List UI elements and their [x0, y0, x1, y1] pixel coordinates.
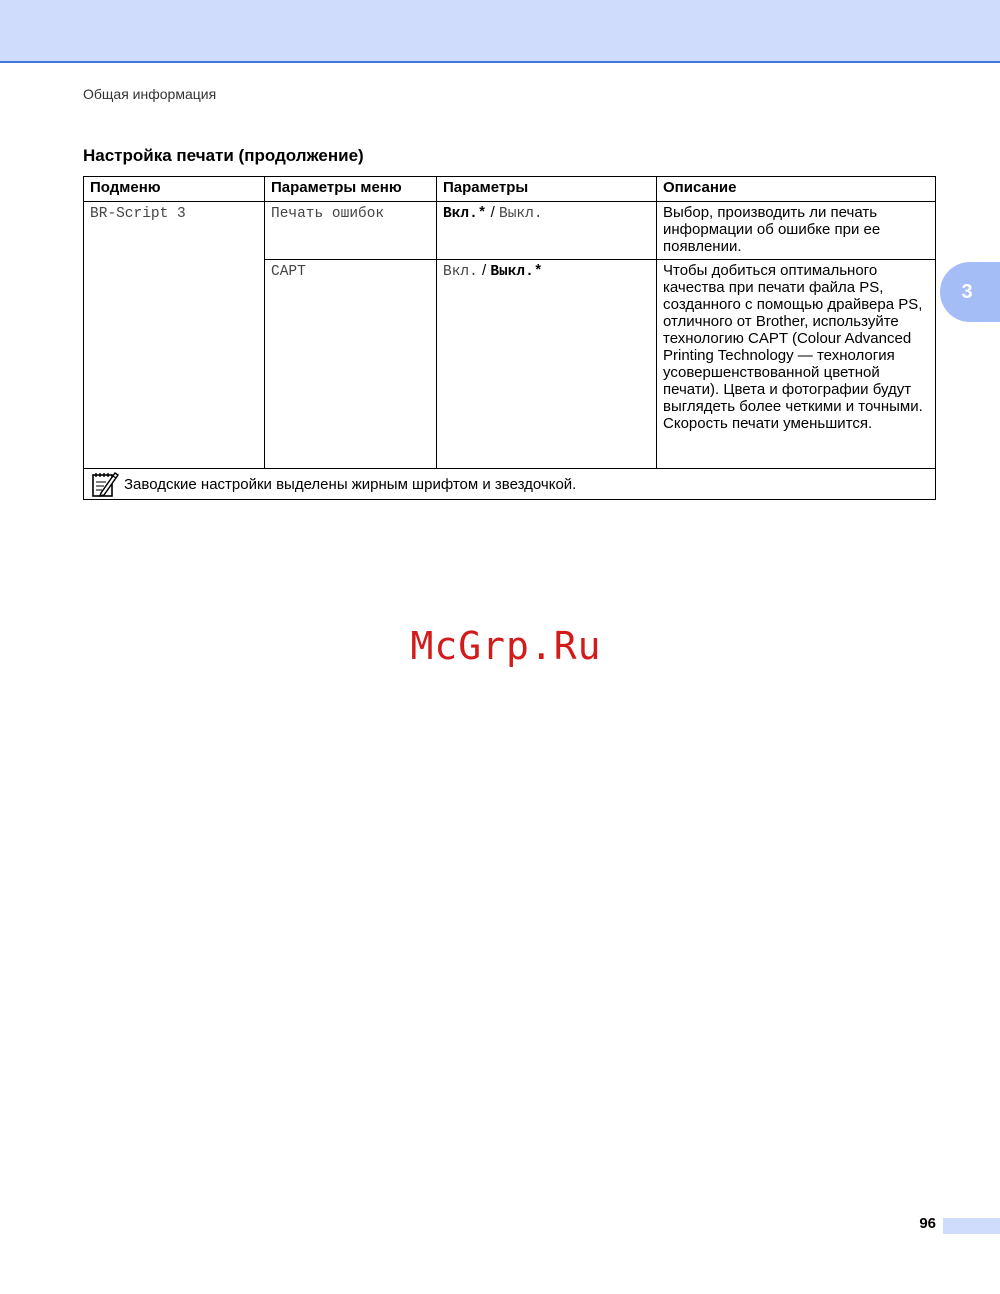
page-tab — [943, 1218, 1000, 1234]
note-cell — [84, 469, 936, 500]
watermark: McGrp.Ru — [410, 624, 602, 668]
param-cell — [437, 260, 657, 469]
param-cell — [437, 202, 657, 260]
table-row — [84, 202, 936, 260]
param-value: Вкл. — [443, 264, 478, 280]
column-header-params: Параметры — [437, 177, 657, 202]
note-text: Заводские настройки выделены жирным шрифтом и звездочкой. — [124, 475, 577, 493]
column-header-submenu: Подменю — [84, 177, 265, 202]
section-title: Настройка печати (продолжение) — [83, 146, 364, 165]
note-pencil-icon — [90, 469, 120, 499]
table-header-row — [84, 177, 936, 202]
param-separator: / — [486, 204, 500, 221]
param-separator: / — [477, 262, 491, 279]
chapter-tab — [940, 262, 1000, 322]
menu-param-name: Печать ошибок — [271, 206, 385, 222]
submenu-name: BR-Script 3 — [90, 206, 186, 222]
header-band — [0, 0, 1000, 63]
settings-table — [83, 176, 936, 500]
description-cell: Чтобы добиться оптимального качества при печати файла PS, созданного с помощью драйвера PS, отличного от Brother, используйте технологию CAPT (Colour Advanced Printing Technology — технология усовершенствованной цветной печати). Цвета и фотографии будут выглядеть более четкими и точными. Скорость печати уменьшится. — [657, 260, 936, 469]
submenu-cell — [84, 202, 265, 469]
column-header-menu-params: Параметры меню — [265, 177, 437, 202]
column-header-description: Описание — [657, 177, 936, 202]
running-header: Общая информация — [83, 86, 217, 102]
param-default-value: Вкл.* — [443, 206, 487, 222]
menu-param-cell — [265, 202, 437, 260]
param-value: Выкл. — [499, 206, 543, 222]
note-row — [84, 469, 936, 500]
param-default-value: Выкл.* — [490, 264, 543, 280]
menu-param-name: CAPT — [271, 264, 306, 280]
description-cell: Выбор, производить ли печать информации об ошибке при ее появлении. — [657, 202, 936, 260]
chapter-number: 3 — [961, 281, 973, 303]
page-number: 96 — [919, 1215, 936, 1232]
menu-param-cell — [265, 260, 437, 469]
